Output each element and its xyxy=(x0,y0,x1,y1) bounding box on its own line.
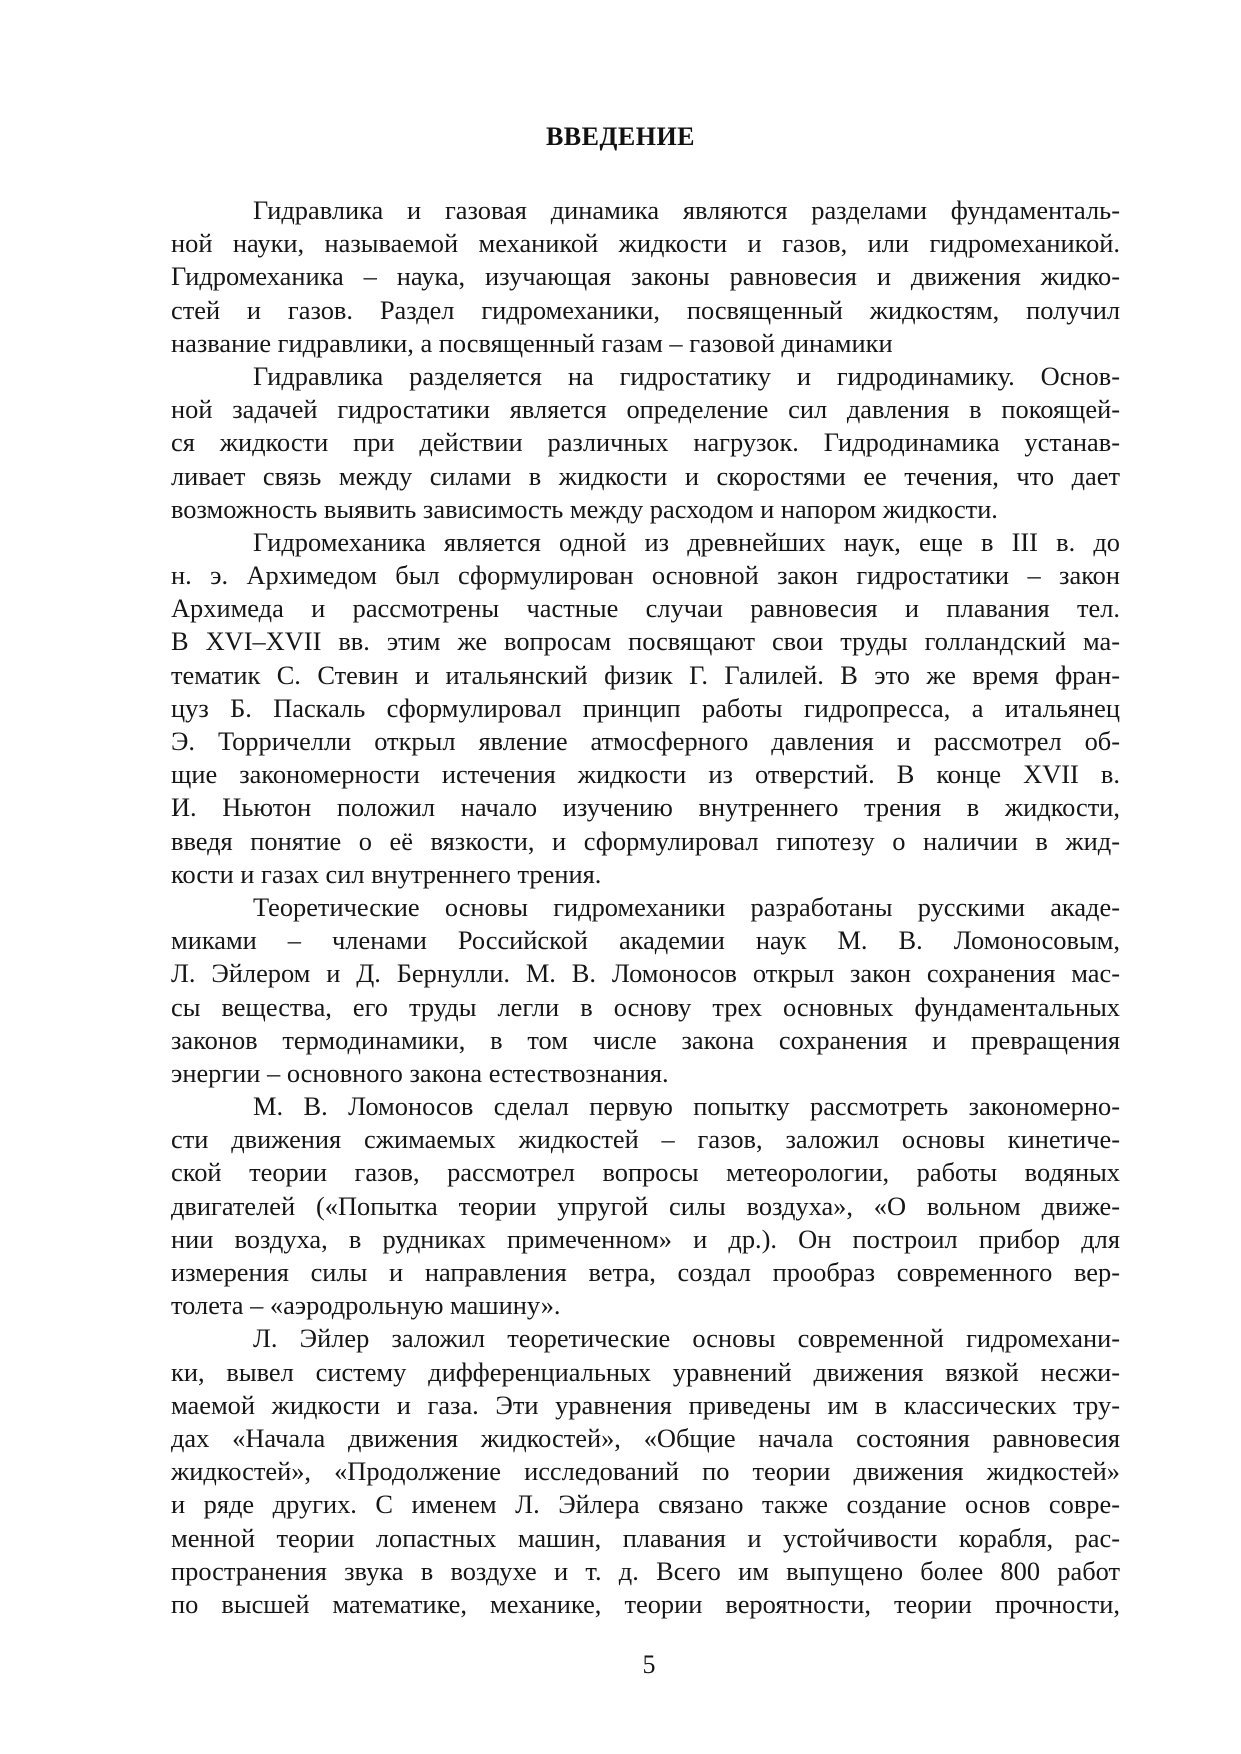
paragraph xyxy=(171,526,1120,891)
text-line: В XVI–XVII вв. этим же вопросам посвящают свои труды голландский ма- xyxy=(171,626,1120,657)
text-line: щие закономерности истечения жидкости из отверстий. В конце XVII в. xyxy=(171,759,1120,790)
text-line: стей и газов. Раздел гидромеханики, посвященный жидкостям, получил xyxy=(171,294,1120,325)
text-line: название гидравлики, а посвященный газам – газовой динамики xyxy=(171,327,893,358)
document-body xyxy=(171,194,1120,1621)
text-line: ной науки, называемой механикой жидкости и газов, или гидромеханикой. xyxy=(171,228,1120,259)
text-line: двигателей («Попытка теории упругой силы воздуха», «О вольном движе- xyxy=(171,1190,1120,1221)
text-line: нии воздуха, в рудниках примеченном» и др.). Он построил прибор для xyxy=(171,1223,1120,1254)
text-line: пространения звука в воздухе и т. д. Всего им выпущено более 800 работ xyxy=(171,1555,1120,1586)
text-line: толета – «аэродрольную машину». xyxy=(171,1290,561,1321)
text-line: цуз Б. Паскаль сформулировал принцип работы гидропресса, а итальянец xyxy=(171,692,1120,723)
text-line: н. э. Архимедом был сформулирован основной закон гидростатики – закон xyxy=(171,560,1120,591)
text-line: Л. Эйлер заложил теоретические основы современной гидромехани- xyxy=(253,1323,1120,1354)
text-line: менной теории лопастных машин, плавания и устойчивости корабля, рас- xyxy=(171,1522,1120,1553)
text-line: ливает связь между силами в жидкости и скоростями ее течения, что дает xyxy=(171,460,1120,491)
text-line: тематик С. Стевин и итальянский физик Г. Галилей. В это же время фран- xyxy=(171,659,1120,690)
text-line: Гидравлика разделяется на гидростатику и гидродинамику. Основ- xyxy=(253,360,1120,391)
paragraph xyxy=(171,1090,1120,1322)
page-number: 5 xyxy=(642,1650,656,1679)
text-line: измерения силы и направления ветра, создал прообраз современного вер- xyxy=(171,1257,1120,1287)
text-line: по высшей математике, механике, теории вероятности, теории прочности, xyxy=(171,1588,1120,1619)
text-line: Теоретические основы гидромеханики разработаны русскими акаде- xyxy=(253,891,1120,922)
text-line: кости и газах сил внутреннего трения. xyxy=(171,858,602,889)
text-line: дах «Начала движения жидкостей», «Общие начала состояния равновесия xyxy=(171,1422,1120,1453)
text-line: Гидромеханика – наука, изучающая законы равновесия и движения жидко- xyxy=(171,261,1120,292)
page-title: ВВЕДЕНИЕ xyxy=(545,122,696,151)
text-line: Гидравлика и газовая динамика являются разделами фундаменталь- xyxy=(253,195,1120,225)
text-line: и ряде других. С именем Л. Эйлера связано также создание основ совре- xyxy=(171,1489,1120,1520)
text-line: ской теории газов, рассмотрел вопросы метеорологии, работы водяных xyxy=(171,1157,1120,1188)
text-line: ки, вывел систему дифференциальных уравнений движения вязкой несжи- xyxy=(171,1356,1120,1387)
paragraph xyxy=(171,1322,1120,1621)
text-line: жидкостей», «Продолжение исследований по теории движения жидкостей» xyxy=(171,1456,1120,1487)
text-line: сти движения сжимаемых жидкостей – газов, заложил основы кинетиче- xyxy=(171,1124,1120,1155)
text-line: введя понятие о её вязкости, и сформулировал гипотезу о наличии в жид- xyxy=(171,825,1120,856)
paragraph xyxy=(171,194,1120,360)
paragraph xyxy=(171,360,1120,526)
text-line: Архимеда и рассмотрены частные случаи равновесия и плавания тел. xyxy=(171,593,1120,624)
text-line: ной задачей гидростатики является определение сил давления в покоящей- xyxy=(171,394,1120,425)
text-line: возможность выявить зависимость между расходом и напором жидкости. xyxy=(171,493,998,524)
text-line: Гидромеханика является одной из древнейших наук, еще в III в. до xyxy=(253,526,1120,557)
text-line: энергии – основного закона естествознания. xyxy=(171,1057,669,1088)
text-line: Л. Эйлером и Д. Бернулли. М. В. Ломоносов открыл закон сохранения мас- xyxy=(171,958,1120,989)
text-line: сы вещества, его труды легли в основу трех основных фундаментальных xyxy=(171,991,1120,1022)
text-line: Э. Торричелли открыл явление атмосферного давления и рассмотрел об- xyxy=(171,726,1120,756)
text-line: миками – членами Российской академии наук М. В. Ломоносовым, xyxy=(171,925,1120,956)
text-line: законов термодинамики, в том числе закона сохранения и превращения xyxy=(171,1024,1120,1055)
paragraph xyxy=(171,891,1120,1090)
text-line: маемой жидкости и газа. Эти уравнения приведены им в классических тру- xyxy=(171,1389,1120,1420)
text-line: ся жидкости при действии различных нагрузок. Гидродинамика устанав- xyxy=(171,427,1120,458)
text-line: И. Ньютон положил начало изучению внутреннего трения в жидкости, xyxy=(171,792,1120,823)
text-line: М. В. Ломоносов сделал первую попытку рассмотреть закономерно- xyxy=(253,1091,1120,1122)
